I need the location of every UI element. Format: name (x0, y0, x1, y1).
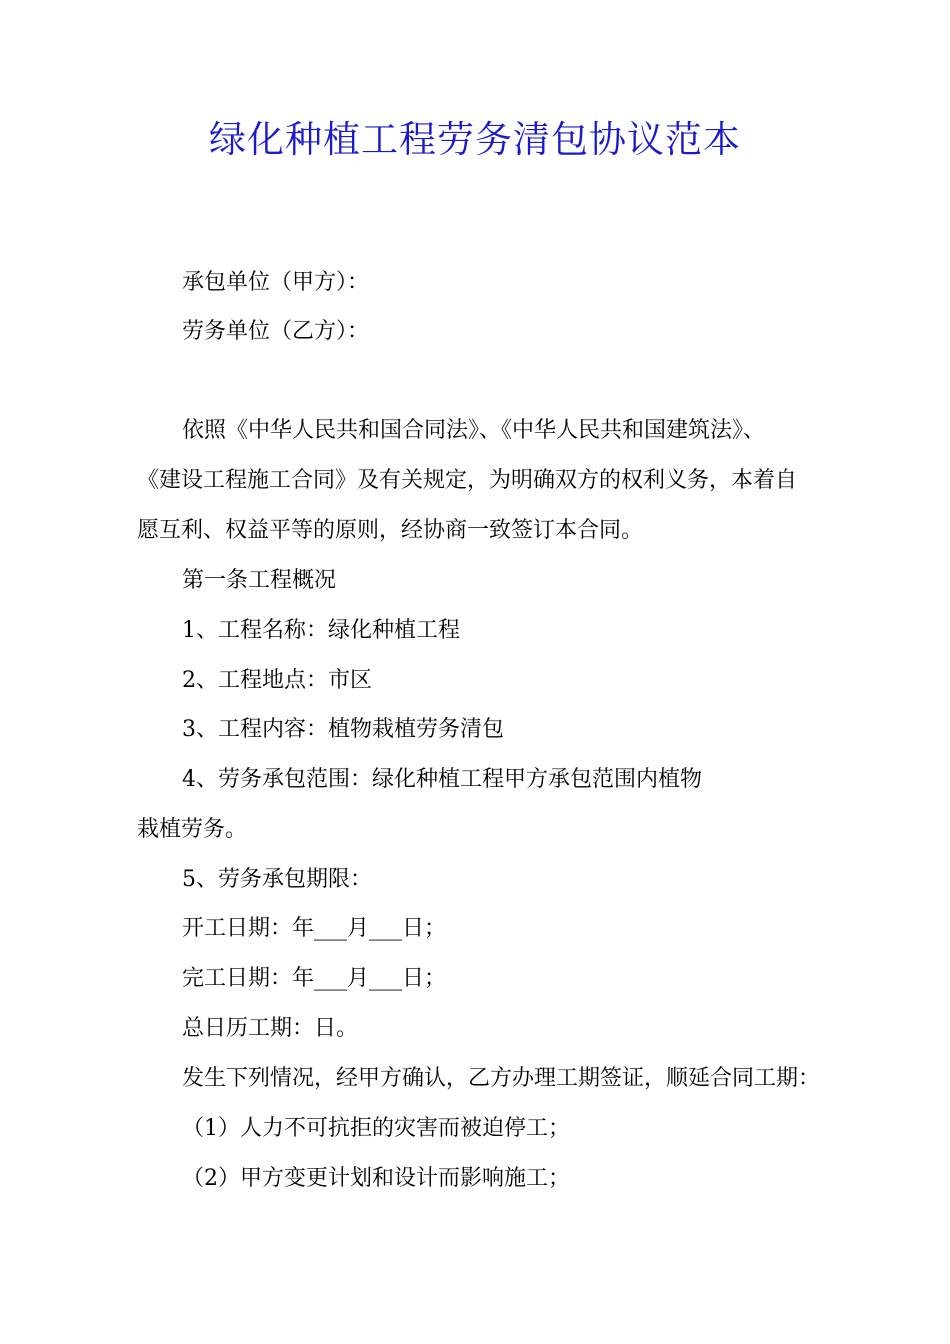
item-project-content: 3、工程内容：植物栽植劳务清包 (182, 717, 504, 742)
item-labor-scope-line-1: 4、劳务承包范围：绿化种植工程甲方承包范围内植物 (182, 767, 702, 792)
extension-item-1: （1）人力不可抗拒的灾害而被迫停工； (182, 1116, 570, 1141)
extension-item-2: （2）甲方变更计划和设计而影响施工； (182, 1166, 570, 1191)
extension-intro: 发生下列情况，经甲方确认，乙方办理工期签证，顺延合同工期： (182, 1066, 821, 1091)
party-a-label: 承包单位（甲方）： (182, 270, 370, 295)
party-b-label: 劳务单位（乙方）： (182, 319, 370, 344)
item-labor-scope-line-2: 栽植劳务。 (137, 817, 248, 842)
intro-paragraph-line-1: 依照《中华人民共和国合同法》、《中华人民共和国建筑法》、 (182, 418, 766, 443)
item-project-name: 1、工程名称：绿化种植工程 (182, 618, 460, 643)
article-1-heading: 第一条工程概况 (182, 568, 337, 593)
intro-paragraph-line-2: 《建设工程施工合同》及有关规定，为明确双方的权利义务，本着自 (137, 468, 798, 493)
item-labor-period: 5、劳务承包期限： (182, 867, 372, 892)
intro-paragraph-line-3: 愿互利、权益平等的原则，经协商一致签订本合同。 (137, 518, 644, 543)
end-date-line: 完工日期：年___月___日； (182, 966, 447, 991)
item-project-location: 2、工程地点：市区 (182, 668, 372, 693)
start-date-line: 开工日期：年___月___日； (182, 916, 447, 941)
document-title: 绿化种植工程劳务清包协议范本 (209, 118, 741, 161)
total-days-line: 总日历工期：日。 (182, 1016, 359, 1041)
